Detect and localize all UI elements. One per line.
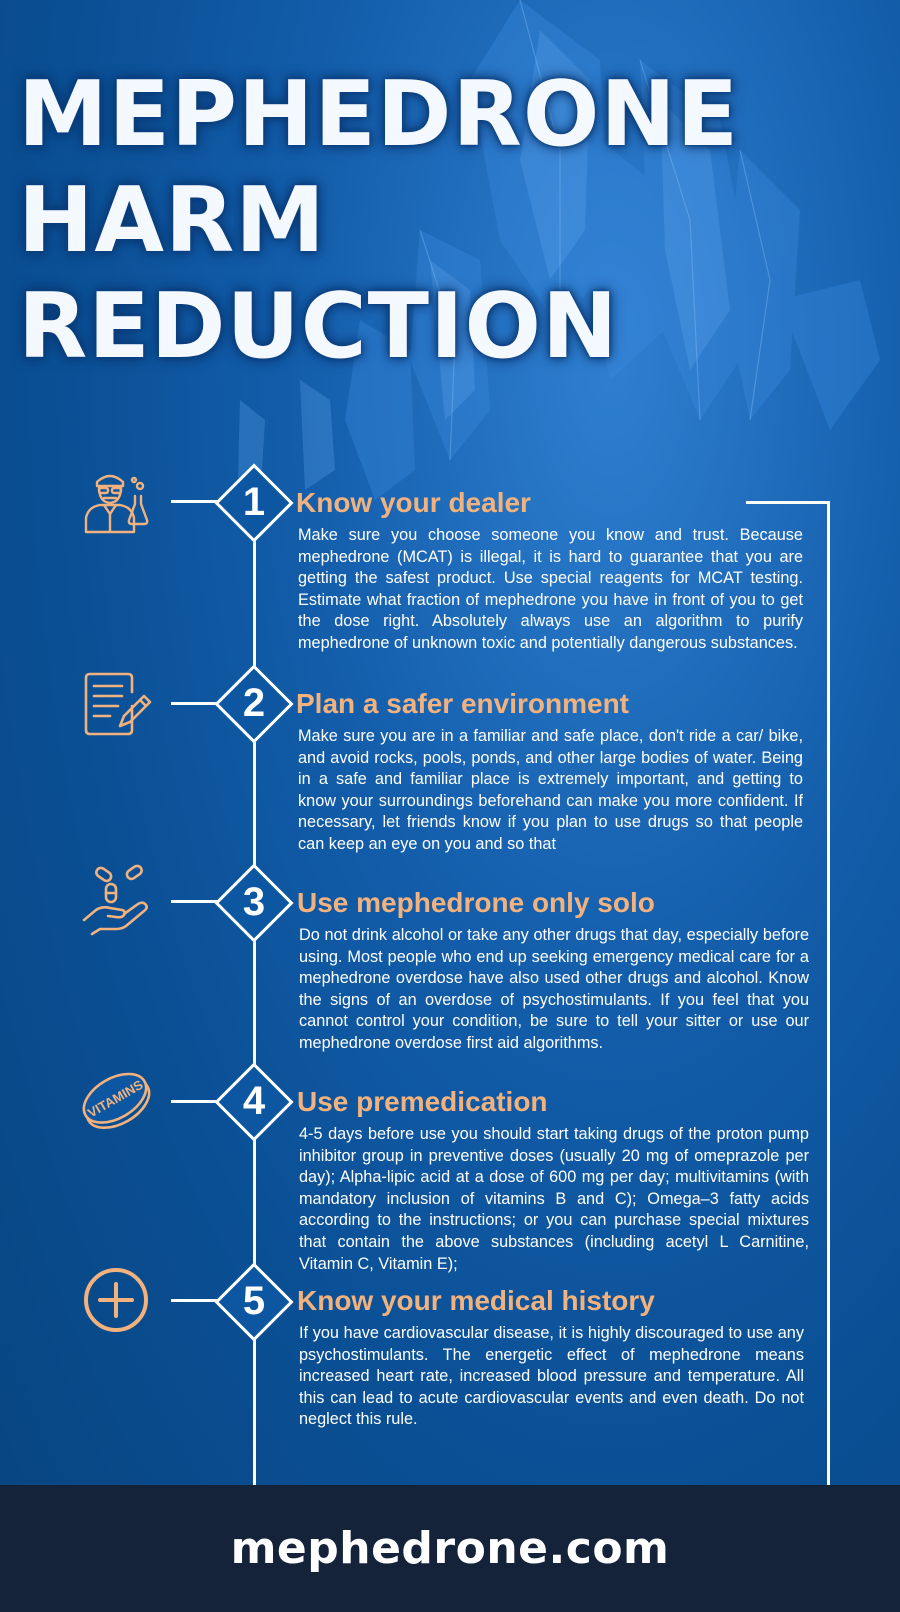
step-2-title: Plan a safer environment xyxy=(296,688,630,719)
vitamins-pill-icon xyxy=(80,1064,152,1136)
step-1-title: Know your dealer xyxy=(296,487,531,518)
step-3-text: Do not drink alcohol or take any other drugs that day, especially before using. Most people who end up seeking emergency medical care for a mephedrone overdose have also used other drugs and alcohol. Know the signs of an overdose of psychostimulants. If you feel that you cannot control your condition, be sure to tell your sitter or use our mephedrone overdose first aid algorithms. xyxy=(299,926,809,1052)
step-2-text: Make sure you are in a familiar and safe place, don't ride a car/ bike, and avoid rocks, pools, ponds, and other large bodies of water. Being in a safe and familiar place is extremely important, and getting to know your surroundings beforehand can make you more confident. If necessary, let friends know if you plan to use drugs so that people can keep an eye on you and so that xyxy=(298,727,803,853)
step-3-title: Use mephedrone only solo xyxy=(297,887,655,918)
hand-pills-icon xyxy=(80,864,152,936)
step-4-text: 4-5 days before use you should start taking drugs of the proton pump inhibitor group in preventive doses (usually 20 mg of omeprazole per day); Alpha-lipic acid at a dose of 600 mg per day; multivitamins (with mandatory inclusion of vitamins B and C); Omega–3 fatty acids according to the instructions; or you can purchase special mixtures that contain the above substances (including acetyl L Carnitine, Vitamin C, Vitamin E); xyxy=(299,1125,809,1273)
scientist-icon xyxy=(80,466,152,538)
step-2-number: 2 xyxy=(242,681,266,725)
step-5-text: If you have cardiovascular disease, it is highly discouraged to use any psychostimulants. The energetic effect of mephedrone means increased heart rate, increased blood pressure and temperature. All this can lead to acute cardiovascular events and even death. Do not neglect this rule. xyxy=(299,1324,804,1429)
step-4-number: 4 xyxy=(242,1079,266,1123)
vitamins-label: VITAMINS xyxy=(85,1076,146,1121)
step-3-number: 3 xyxy=(242,880,266,924)
footer-url[interactable]: mephedrone.com xyxy=(230,1523,670,1574)
frame-top-line xyxy=(746,501,830,504)
step-1-number: 1 xyxy=(242,480,266,524)
frame-right-line xyxy=(827,501,830,1485)
step-5-title: Know your medical history xyxy=(297,1285,655,1316)
footer xyxy=(0,1485,900,1612)
medical-plus-icon xyxy=(80,1264,152,1336)
title-line-3: REDUCTION xyxy=(18,274,619,379)
title-line-2: HARM xyxy=(18,168,326,273)
step-4-title: Use premedication xyxy=(297,1086,548,1117)
page-title xyxy=(18,62,739,380)
notepad-pen-icon xyxy=(80,668,152,740)
step-1-text: Make sure you choose someone you know and trust. Because mephedrone (MCAT) is illegal, it is hard to guarantee that you are getting the safest product. Use special reagents for MCAT testing. Estimate what fraction of mephedrone you have in front of you to get the dose right. Absolutely always use an algorithm to purify mephedrone of unknown toxic and potentially dangerous substances. xyxy=(298,526,803,652)
step-5-number: 5 xyxy=(242,1279,266,1323)
title-line-1: MEPHEDRONE xyxy=(18,62,740,167)
